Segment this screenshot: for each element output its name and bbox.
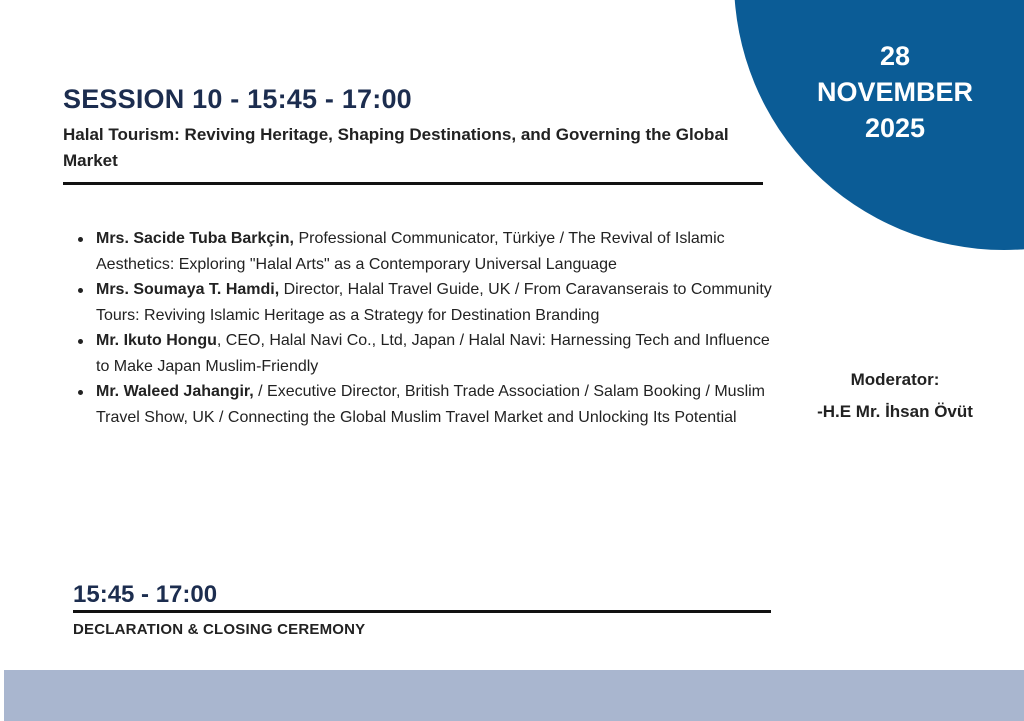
- footer-band: [4, 670, 1024, 721]
- speaker-name: Mrs. Soumaya T. Hamdi,: [96, 281, 280, 298]
- speaker-item: [96, 379, 776, 430]
- speaker-item: [96, 226, 776, 277]
- closing-divider: [73, 610, 771, 613]
- date-block: [800, 38, 990, 146]
- title-divider: [63, 182, 763, 185]
- speaker-name: Mr. Waleed Jahangir,: [96, 383, 254, 400]
- closing-title: DECLARATION & CLOSING CEREMONY: [73, 621, 366, 638]
- speaker-item: [96, 277, 776, 328]
- moderator-label: Moderator:: [850, 370, 940, 389]
- speaker-details: / Executive Director, British Trade Association / Salam Booking / Muslim Travel Show, UK / Connecting the Global Muslim Travel Market and Unlocking Its Potential: [96, 383, 765, 426]
- speaker-item: [96, 328, 776, 379]
- speaker-details: Director, Halal Travel Guide, UK / From Caravanserais to Community Tours: Reviving Islamic Heritage as a Strategy for Destination Branding: [96, 281, 772, 324]
- speaker-name: Mrs. Sacide Tuba Barkçin,: [96, 230, 294, 247]
- session-title: SESSION 10 - 15:45 - 17:00: [63, 84, 412, 114]
- date-day: 28: [879, 41, 911, 71]
- date-month: NOVEMBER: [816, 77, 973, 107]
- session-subtitle: Halal Tourism: Reviving Heritage, Shaping Destinations, and Governing the Global Market: [63, 125, 729, 170]
- speaker-details: Professional Communicator, Türkiye / The Revival of Islamic Aesthetics: Exploring "Halal Arts" as a Contemporary Universal Language: [96, 230, 725, 273]
- speaker-name: Mr. Ikuto Hongu: [96, 332, 217, 349]
- speaker-list: [96, 226, 776, 430]
- date-year: 2025: [864, 113, 926, 143]
- speaker-details: , CEO, Halal Navi Co., Ltd, Japan / Halal Navi: Harnessing Tech and Influence to Make Japan Muslim-Friendly: [96, 332, 770, 375]
- moderator-name: -H.E Mr. İhsan Övüt: [817, 402, 973, 421]
- closing-time: 15:45 - 17:00: [73, 581, 218, 608]
